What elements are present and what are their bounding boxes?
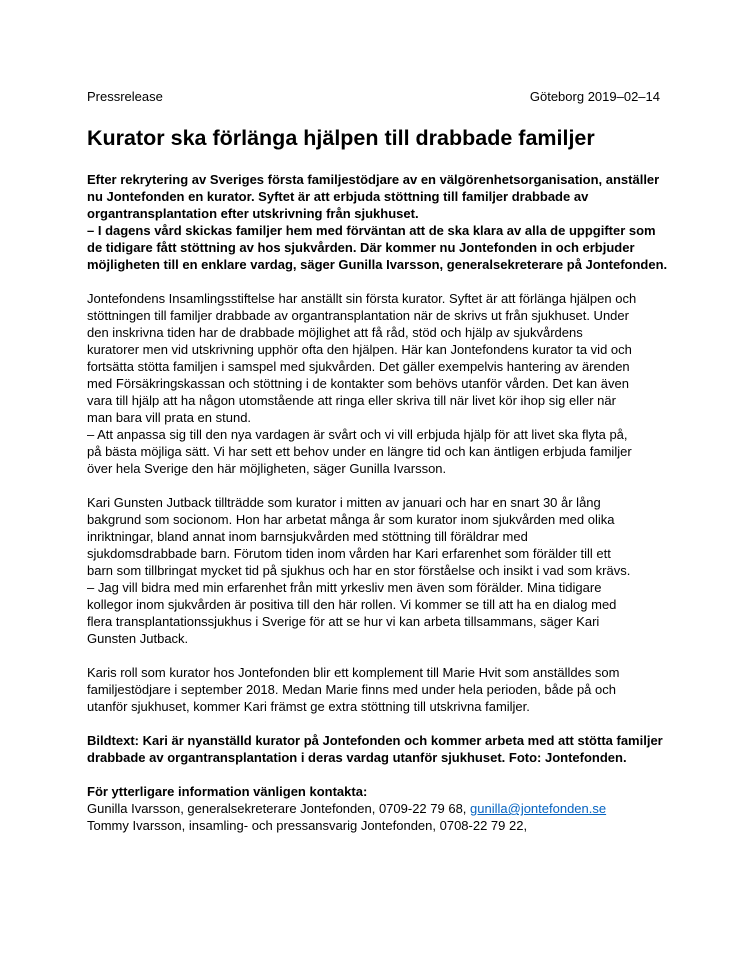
text-line: Gunsten Jutback. bbox=[87, 631, 189, 646]
contact-heading: För ytterligare information vänligen kontakta: bbox=[87, 784, 368, 799]
contact-person-2: Tommy Ivarsson, insamling- och pressansvarig Jontefonden, 0708-22 79 22, bbox=[87, 818, 528, 833]
contact-person-1-text: Gunilla Ivarsson, generalsekreterare Jontefonden, 0709-22 79 68, bbox=[87, 801, 471, 816]
text-line: sjukdomsdrabbade barn. Förutom tiden inom vården har Kari erfarenhet som förälder till ett bbox=[87, 546, 611, 561]
text-line: utanför sjukhuset, kommer Kari främst ge extra stöttning till utskrivna familjer. bbox=[87, 699, 530, 714]
text-line: familjestödjare i september 2018. Medan Marie finns med under hela perioden, både på och bbox=[87, 682, 616, 697]
text-line: organtransplantation efter utskrivning från sjukhuset. bbox=[87, 206, 419, 221]
text-line: med Försäkringskassan och stöttning i de kontakter som behövs utanför vården. Det kan även bbox=[87, 376, 629, 391]
text-line: Bildtext: Kari är nyanställd kurator på Jontefonden och kommer arbeta med att stötta familjer bbox=[87, 733, 663, 748]
contact-section bbox=[87, 783, 667, 834]
lead-paragraph bbox=[87, 171, 667, 273]
text-line: kuratorer men vid utskrivning upphör ofta den hjälpen. Här kan Jontefondens kurator ta vid och bbox=[87, 342, 632, 357]
email-link[interactable]: gunilla@jontefonden.se bbox=[470, 801, 607, 816]
document-header bbox=[87, 89, 660, 105]
text-line: Jontefondens Insamlingsstiftelse har anställt sin första kurator. Syftet är att förlänga hjälpen och bbox=[87, 291, 637, 306]
text-line: inriktningar, bland annat inom barnsjukvården med stöttning till föräldrar med bbox=[87, 529, 528, 544]
text-line: – I dagens vård skickas familjer hem med förväntan att de ska klara av alla de uppgifter som bbox=[87, 223, 656, 238]
body-paragraph-2 bbox=[87, 494, 667, 647]
body-paragraph-1 bbox=[87, 290, 667, 477]
text-line: – Jag vill bidra med min erfarenhet från mitt yrkesliv men även som förälder. Mina tidigare bbox=[87, 580, 602, 595]
image-caption bbox=[87, 732, 667, 766]
text-line: bakgrund som socionom. Hon har arbetat många år som kurator inom sjukvården med olika bbox=[87, 512, 615, 527]
text-line: kollegor inom sjukvården är positiva till den här rollen. Vi kommer se till att ha en dialog med bbox=[87, 597, 617, 612]
body-paragraph-3 bbox=[87, 664, 667, 715]
text-line: över hela Sverige den här möjligheten, säger Gunilla Ivarsson. bbox=[87, 461, 447, 476]
text-line: barn som tillbringat mycket tid på sjukhus och har en stor förståelse och insikt i vad som krävs. bbox=[87, 563, 631, 578]
text-line: nu Jontefonden en kurator. Syftet är att erbjuda stöttning till familjer drabbade av bbox=[87, 189, 589, 204]
text-line: fortsätta stötta familjen i samspel med sjukvården. Det gäller exempelvis hantering av ärenden bbox=[87, 359, 630, 374]
page-title: Kurator ska förlänga hjälpen till drabbade familjer bbox=[87, 126, 595, 150]
document-body bbox=[87, 171, 667, 851]
text-line: Efter rekrytering av Sveriges första familjestödjare av en välgörenhetsorganisation, anställer bbox=[87, 172, 660, 187]
text-line: de tidigare fått stöttning av hos sjukvården. Där kommer nu Jontefonden in och erbjuder bbox=[87, 240, 635, 255]
text-line: Karis roll som kurator hos Jontefonden blir ett komplement till Marie Hvit som anställdes som bbox=[87, 665, 620, 680]
text-line: på bästa möjliga sätt. Vi har sett ett behov under en längre tid och kan äntligen erbjuda familjer bbox=[87, 444, 632, 459]
location-date: Göteborg 2019–02–14 bbox=[529, 89, 660, 104]
text-line: Kari Gunsten Jutback tillträdde som kurator i mitten av januari och har en snart 30 år lång bbox=[87, 495, 601, 510]
text-line: flera transplantationssjukhus i Sverige för att se hur vi kan arbeta tillsammans, säger Kari bbox=[87, 614, 600, 629]
text-line: – Att anpassa sig till den nya vardagen är svårt och vi vill erbjuda hjälp för att livet ska flyta på, bbox=[87, 427, 628, 442]
text-line: stöttningen till familjer drabbade av organtransplantation när de skrivs ut från sjukhuset. Under bbox=[87, 308, 629, 323]
press-release-label: Pressrelease bbox=[87, 89, 163, 104]
text-line: man bara vill prata en stund. bbox=[87, 410, 252, 425]
text-line: den inskrivna tiden har de drabbade möjlighet att få råd, stöd och hjälp av sjukvårdens bbox=[87, 325, 583, 340]
text-line: vara till hjälp att ha någon utomstående att ringa eller skriva till när livet kör ihop sig eller när bbox=[87, 393, 616, 408]
text-line: möjligheten till en enklare vardag, säger Gunilla Ivarsson, generalsekreterare på Jontefonden. bbox=[87, 257, 668, 272]
contact-person-1 bbox=[87, 800, 667, 817]
text-line: drabbade av organtransplantation i deras vardag utanför sjukhuset. Foto: Jontefonden. bbox=[87, 750, 627, 765]
